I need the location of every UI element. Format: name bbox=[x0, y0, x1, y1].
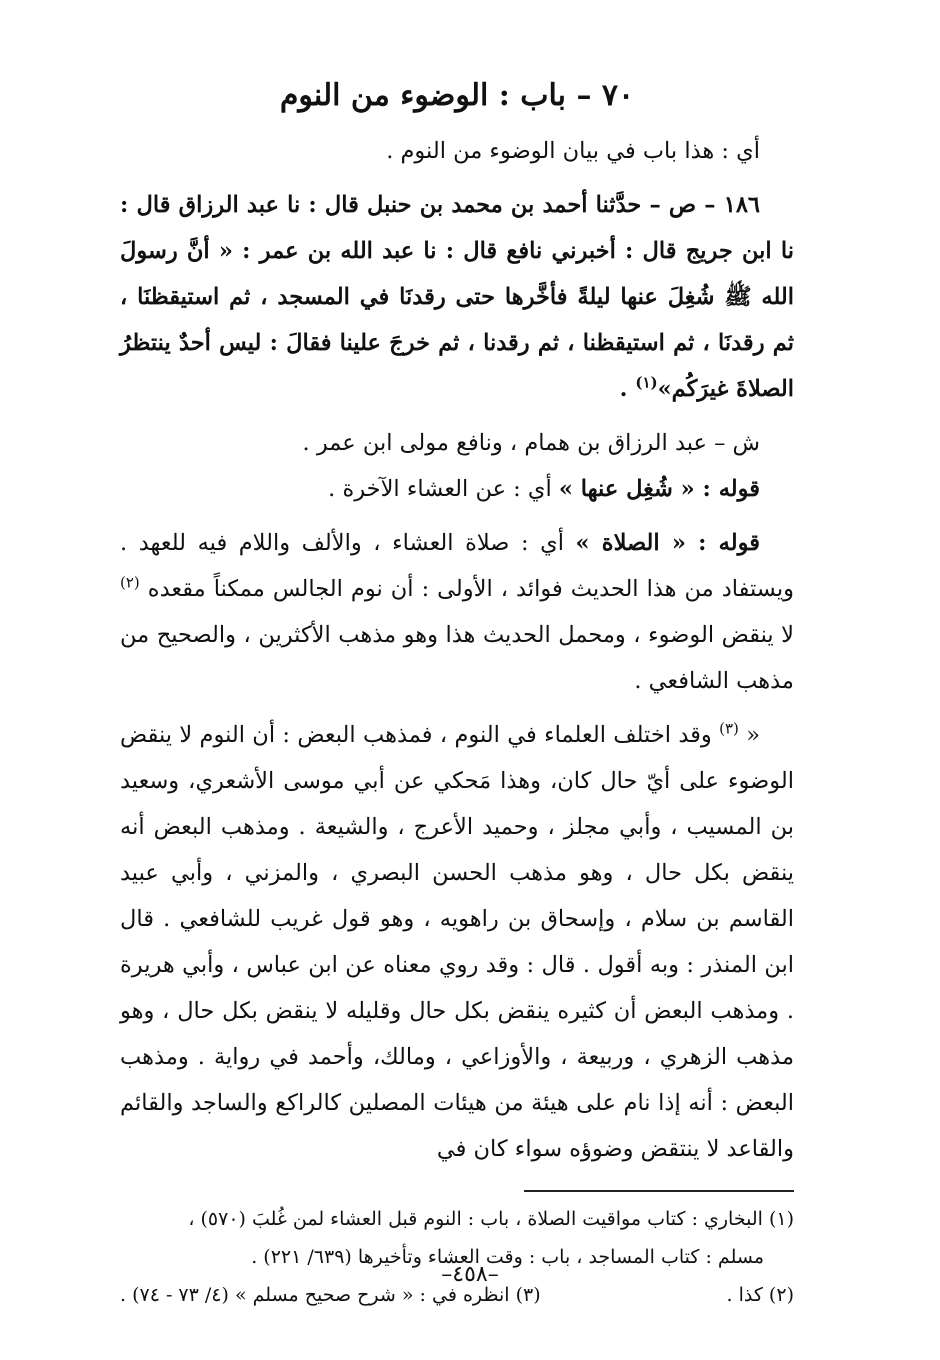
sharh-paragraph-4 bbox=[120, 712, 794, 1172]
footnote-1-line-2: مسلم : كتاب المساجد ، باب : وقت العشاء وتأخيرها (٦٣٩/ ٢٢١) . bbox=[251, 1246, 764, 1268]
hadith-text bbox=[120, 182, 794, 412]
paragraph-3-text-b: لا ينقض الوضوء ، ومحمل الحديث هذا وهو مذهب الأكثرين ، والصحيح من مذهب الشافعي . bbox=[120, 622, 794, 694]
footnotes bbox=[120, 1200, 794, 1314]
footnote-2: (٢) كذا . bbox=[726, 1284, 794, 1306]
quote-label-salat: قوله : « الصلاة » bbox=[575, 530, 760, 556]
footnote-3: (٣) انظره في : « شرح صحيح مسلم » (٤/ ٧٣ - ٧٤) . bbox=[120, 1284, 541, 1306]
footnote-1-line-1: (١) البخاري : كتاب مواقيت الصلاة ، باب : النوم قبل العشاء لمن غُلبَ (٥٧٠) ، bbox=[188, 1208, 794, 1230]
footnote-divider bbox=[524, 1190, 794, 1192]
hadith-body: ١٨٦ – ص – حدَّثنا أحمد بن محمد بن حنبل قال : نا عبد الرزاق قال : نا ابن جريج قال : أخبرني نافع قال : نا عبد الله بن عمر : « أنَّ رسولَ الله ﷺ شُغِلَ عنها ليلةً فأخَّرها حتى رقدنَا في المسجد ، ثم استيقظنَا ، ثم رقدنَا ، ثم استيقظنا ، ثم رقدنا ، ثم خرجَ علينا فقالَ : ليس أحدٌ ينتظرُ الصلاةَ غيرَكُم» bbox=[120, 192, 794, 402]
footnote-ref-2: (٢) bbox=[120, 573, 140, 592]
paragraph-4-text: وقد اختلف العلماء في النوم ، فمذهب البعض : أن النوم لا ينقض الوضوء على أيّ حال كان، وهذا مَحكي عن أبي موسى الأشعري، وسعيد بن المسيب ، وأبي مجلز ، وحميد الأعرج ، والشيعة . ومذهب البعض أنه ينقض بكل حال ، وهو مذهب الحسن البصري ، والمزني ، وأبي عبيد القاسم بن سلام ، وإسحاق بن راهويه ، وهو قول غريب للشافعي . قال ابن المنذر : وبه أقول . قال : وقد روي معناه عن ابن عباس ، وأبي هريرة . ومذهب البعض أن كثيره ينقض بكل حال وقليله لا ينقض بكل حال ، وهو مذهب الزهري ، وربيعة ، والأوزاعي ، ومالك، وأحمد في رواية . ومذهب البعض : أنه إذا نام على هيئة من هيئات المصلين كالراكع والساجد والقائم والقاعد لا ينتقض وضوؤه سواء كان في bbox=[120, 722, 794, 1162]
sharh-line-1: ش – عبد الرزاق بن همام ، ونافع مولى ابن عمر . bbox=[302, 430, 760, 456]
quote-label: قوله : « شُغِل عنها » bbox=[558, 476, 760, 502]
sharh-line-2 bbox=[120, 466, 794, 512]
quote-open-mark: « bbox=[738, 722, 760, 748]
quote-explanation: أي : عن العشاء الآخرة . bbox=[328, 476, 559, 502]
chapter-intro: أي : هذا باب في بيان الوضوء من النوم . bbox=[386, 138, 760, 164]
footnote-ref-3: (٣) bbox=[719, 719, 739, 738]
chapter-title: ٧٠ – باب : الوضوء من النوم bbox=[279, 78, 635, 113]
footnote-ref-1: (١) bbox=[635, 373, 658, 392]
sharh-paragraph-3 bbox=[120, 520, 794, 704]
page-number: –٤٥٨– bbox=[441, 1262, 499, 1287]
hadith-end: . bbox=[619, 376, 636, 402]
paragraph-3-text-a: أي : صلاة العشاء ، والألف واللام فيه للعهد . ويستفاد من هذا الحديث فوائد ، الأولى : أن نوم الجالس ممكناً مقعده bbox=[120, 530, 794, 602]
